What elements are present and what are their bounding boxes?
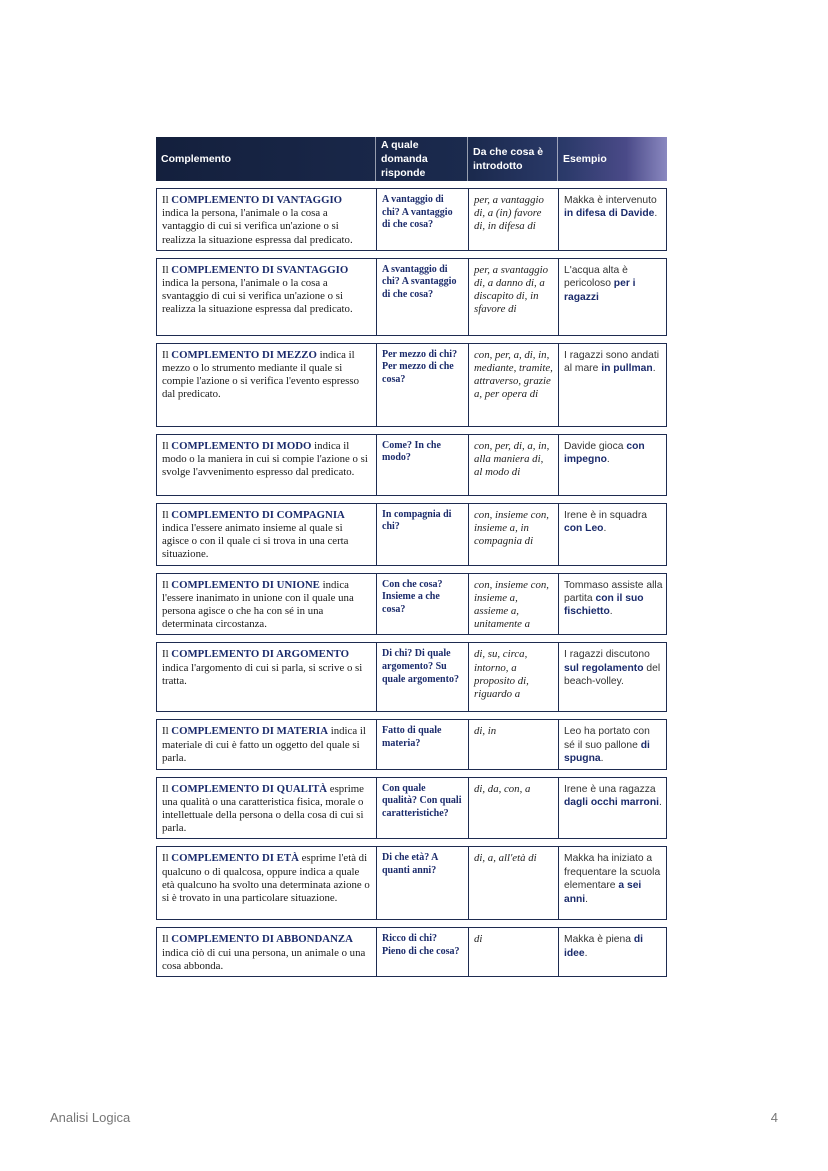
header-esempio: Esempio bbox=[563, 152, 607, 165]
desc-text: indica la persona, l'animale o la cosa a vantaggio di cui si verifica un'azione o si realizza la situazione espressa dal predicato. bbox=[162, 207, 353, 246]
complement-description bbox=[157, 435, 377, 495]
complement-name: COMPLEMENTO DI COMPAGNIA bbox=[171, 508, 345, 521]
example-cell bbox=[559, 847, 668, 919]
question-cell: Con quale qualità? Con quali caratteristiche? bbox=[377, 778, 469, 839]
complement-description bbox=[157, 643, 377, 711]
desc-prefix: Il bbox=[162, 194, 172, 206]
example-highlight: per i ragazzi bbox=[564, 278, 636, 303]
table-body bbox=[156, 188, 667, 977]
example-cell bbox=[559, 259, 668, 335]
question-cell: Ricco di chi? Pieno di che cosa? bbox=[377, 928, 469, 976]
question-cell: Fatto di quale materia? bbox=[377, 720, 469, 768]
desc-prefix: Il bbox=[162, 508, 172, 521]
example-end: . bbox=[654, 208, 658, 220]
introduction-cell: di, in bbox=[469, 720, 559, 768]
example-text: I ragazzi discutono bbox=[564, 649, 650, 661]
desc-prefix: Il bbox=[162, 439, 172, 452]
complement-description bbox=[157, 259, 377, 335]
question-cell: Per mezzo di chi? Per mezzo di che cosa? bbox=[377, 344, 469, 426]
desc-prefix: Il bbox=[162, 725, 172, 738]
table-row bbox=[156, 927, 667, 977]
question-cell: A vantaggio di chi? A vantaggio di che cosa? bbox=[377, 189, 469, 250]
complement-name: COMPLEMENTO DI MODO bbox=[171, 439, 312, 452]
complement-description bbox=[157, 847, 377, 919]
example-highlight: con Leo bbox=[564, 523, 604, 535]
example-cell bbox=[559, 574, 668, 635]
example-end: . bbox=[652, 363, 656, 375]
example-end: del beach-volley. bbox=[564, 662, 661, 688]
complement-description bbox=[157, 504, 377, 565]
table-row bbox=[156, 642, 667, 712]
complement-name: COMPLEMENTO DI ARGOMENTO bbox=[171, 648, 350, 661]
complement-description bbox=[157, 720, 377, 768]
example-cell bbox=[559, 720, 668, 768]
example-end: . bbox=[585, 893, 589, 905]
example-cell bbox=[559, 928, 668, 976]
table-row bbox=[156, 434, 667, 496]
complement-description bbox=[157, 189, 377, 250]
desc-prefix: Il bbox=[162, 782, 172, 795]
question-cell: In compagnia di chi? bbox=[377, 504, 469, 565]
desc-text: esprime l'età di qualcuno o di qualcosa, oppure indica a quale età qualcuno ha svolto una determinata azione o si è trovato in una particolare situazione. bbox=[162, 852, 370, 905]
complement-name: COMPLEMENTO DI QUALITÀ bbox=[171, 782, 328, 795]
example-highlight: a sei anni bbox=[564, 880, 642, 905]
example-end: . bbox=[606, 454, 610, 466]
example-text: Davide gioca bbox=[564, 440, 627, 452]
footer-title: Analisi Logica bbox=[50, 1110, 131, 1125]
table-header bbox=[156, 137, 667, 181]
desc-prefix: Il bbox=[162, 578, 172, 591]
desc-text: indica ciò di cui una persona, un animale o una cosa abbonda. bbox=[162, 946, 366, 972]
introduction-cell: di, a, all'età di bbox=[469, 847, 559, 919]
introduction-cell: per, a svantaggio di, a danno di, a discapito di, in sfavore di bbox=[469, 259, 559, 335]
introduction-cell: per, a vantaggio di, a (in) favore di, in difesa di bbox=[469, 189, 559, 250]
introduction-cell: con, per, a, di, in, mediante, tramite, attraverso, grazie a, per opera di bbox=[469, 344, 559, 426]
complement-name: COMPLEMENTO DI UNIONE bbox=[171, 578, 320, 591]
desc-text: indica l'essere inanimato in unione con il quale una persona agisce o che ha con sé in una determinata circostanza. bbox=[162, 578, 354, 631]
desc-prefix: Il bbox=[162, 933, 172, 946]
table-row bbox=[156, 846, 667, 920]
complement-name: COMPLEMENTO DI SVANTAGGIO bbox=[171, 263, 349, 276]
desc-prefix: Il bbox=[162, 648, 172, 661]
introduction-cell: di, su, circa, intorno, a proposito di, riguardo a bbox=[469, 643, 559, 711]
complement-name: COMPLEMENTO DI VANTAGGIO bbox=[171, 194, 343, 206]
desc-text: indica la persona, l'animale o la cosa a svantaggio di cui si verifica un'azione o si realizza la situazione espressa dal predicato. bbox=[162, 277, 353, 316]
example-text: Tommaso assiste alla partita bbox=[564, 579, 663, 605]
desc-text: indica il mezzo o lo strumento mediante il quale si compie l'azione o si verifica l'evento espresso dal predicato. bbox=[162, 348, 359, 401]
complement-description bbox=[157, 778, 377, 839]
question-cell: Di che età? A quanti anni? bbox=[377, 847, 469, 919]
example-highlight: in difesa di Davide bbox=[564, 208, 655, 220]
desc-prefix: Il bbox=[162, 263, 172, 276]
complement-description bbox=[157, 344, 377, 426]
question-cell: A svantaggio di chi? A svantaggio di che cosa? bbox=[377, 259, 469, 335]
introduction-cell: con, insieme con, insieme a, assieme a, unitamente a bbox=[469, 574, 559, 635]
desc-prefix: Il bbox=[162, 852, 172, 865]
example-text: L'acqua alta è pericoloso bbox=[564, 264, 628, 290]
introduction-cell: di bbox=[469, 928, 559, 976]
example-highlight: di spugna bbox=[564, 739, 650, 765]
example-end: . bbox=[584, 947, 588, 959]
example-end: . bbox=[600, 753, 604, 765]
example-text: Makka ha iniziato a frequentare la scuola elementare bbox=[564, 853, 661, 892]
complements-table bbox=[156, 137, 667, 977]
desc-text: esprime una qualità o una caratteristica fisica, morale o intellettuale della persona o della cosa di cui si parla. bbox=[162, 782, 364, 835]
complement-description bbox=[157, 928, 377, 976]
table-row bbox=[156, 719, 667, 769]
example-end: . bbox=[609, 606, 613, 618]
example-end: . bbox=[658, 797, 662, 809]
example-end: . bbox=[603, 523, 607, 535]
header-introdotto: Da che cosa è introdotto bbox=[468, 137, 558, 181]
desc-text: indica il materiale di cui è fatto un oggetto del quale si parla. bbox=[162, 725, 366, 764]
example-text: Irene è in squadra bbox=[564, 509, 648, 521]
table-row bbox=[156, 188, 667, 251]
example-cell bbox=[559, 778, 668, 839]
question-cell: Di chi? Di quale argomento? Su quale argomento? bbox=[377, 643, 469, 711]
header-complemento: Complemento bbox=[156, 137, 376, 181]
example-highlight: dagli occhi marroni bbox=[564, 797, 659, 809]
complement-name: COMPLEMENTO DI MEZZO bbox=[171, 348, 317, 361]
example-cell bbox=[559, 189, 668, 250]
table-row bbox=[156, 258, 667, 336]
introduction-cell: di, da, con, a bbox=[469, 778, 559, 839]
example-highlight: sul regolamento bbox=[564, 662, 644, 674]
example-highlight: con il suo fischietto bbox=[564, 593, 644, 618]
desc-text: indica l'argomento di cui si parla, si scrive o si tratta. bbox=[162, 661, 363, 687]
example-cell bbox=[559, 344, 668, 426]
complement-name: COMPLEMENTO DI ABBONDANZA bbox=[171, 933, 353, 946]
desc-text: indica l'essere animato insieme al quale si agisce o con il quale ci si trova in una certa situazione. bbox=[162, 522, 349, 561]
example-highlight: di idee bbox=[564, 934, 643, 959]
complement-name: COMPLEMENTO DI MATERIA bbox=[171, 725, 329, 738]
example-highlight: con impegno bbox=[564, 440, 645, 466]
example-cell bbox=[559, 643, 668, 711]
question-cell: Come? In che modo? bbox=[377, 435, 469, 495]
complement-description bbox=[157, 574, 377, 635]
example-text: Irene è una ragazza bbox=[564, 783, 656, 795]
header-domanda: A quale domanda risponde bbox=[376, 137, 468, 181]
table-row bbox=[156, 777, 667, 840]
desc-prefix: Il bbox=[162, 348, 172, 361]
example-highlight: in pullman bbox=[601, 363, 653, 375]
question-cell: Con che cosa? Insieme a che cosa? bbox=[377, 574, 469, 635]
introduction-cell: con, insieme con, insieme a, in compagnia di bbox=[469, 504, 559, 565]
example-text: Leo ha portato con sé il suo pallone bbox=[564, 726, 650, 751]
introduction-cell: con, per, di, a, in, alla maniera di, al modo di bbox=[469, 435, 559, 495]
table-row bbox=[156, 573, 667, 636]
example-text: Makka è intervenuto bbox=[564, 195, 657, 206]
example-text: I ragazzi sono andati al mare bbox=[564, 349, 660, 375]
table-row bbox=[156, 343, 667, 427]
complement-name: COMPLEMENTO DI ETÀ bbox=[171, 852, 299, 865]
table-row bbox=[156, 503, 667, 566]
page-number: 4 bbox=[770, 1110, 778, 1125]
example-text: Makka è piena bbox=[564, 934, 634, 946]
example-cell bbox=[559, 504, 668, 565]
example-cell bbox=[559, 435, 668, 495]
desc-text: indica il modo o la maniera in cui si compie l'azione o si svolge l'avvenimento espresso dal predicato. bbox=[162, 439, 368, 479]
